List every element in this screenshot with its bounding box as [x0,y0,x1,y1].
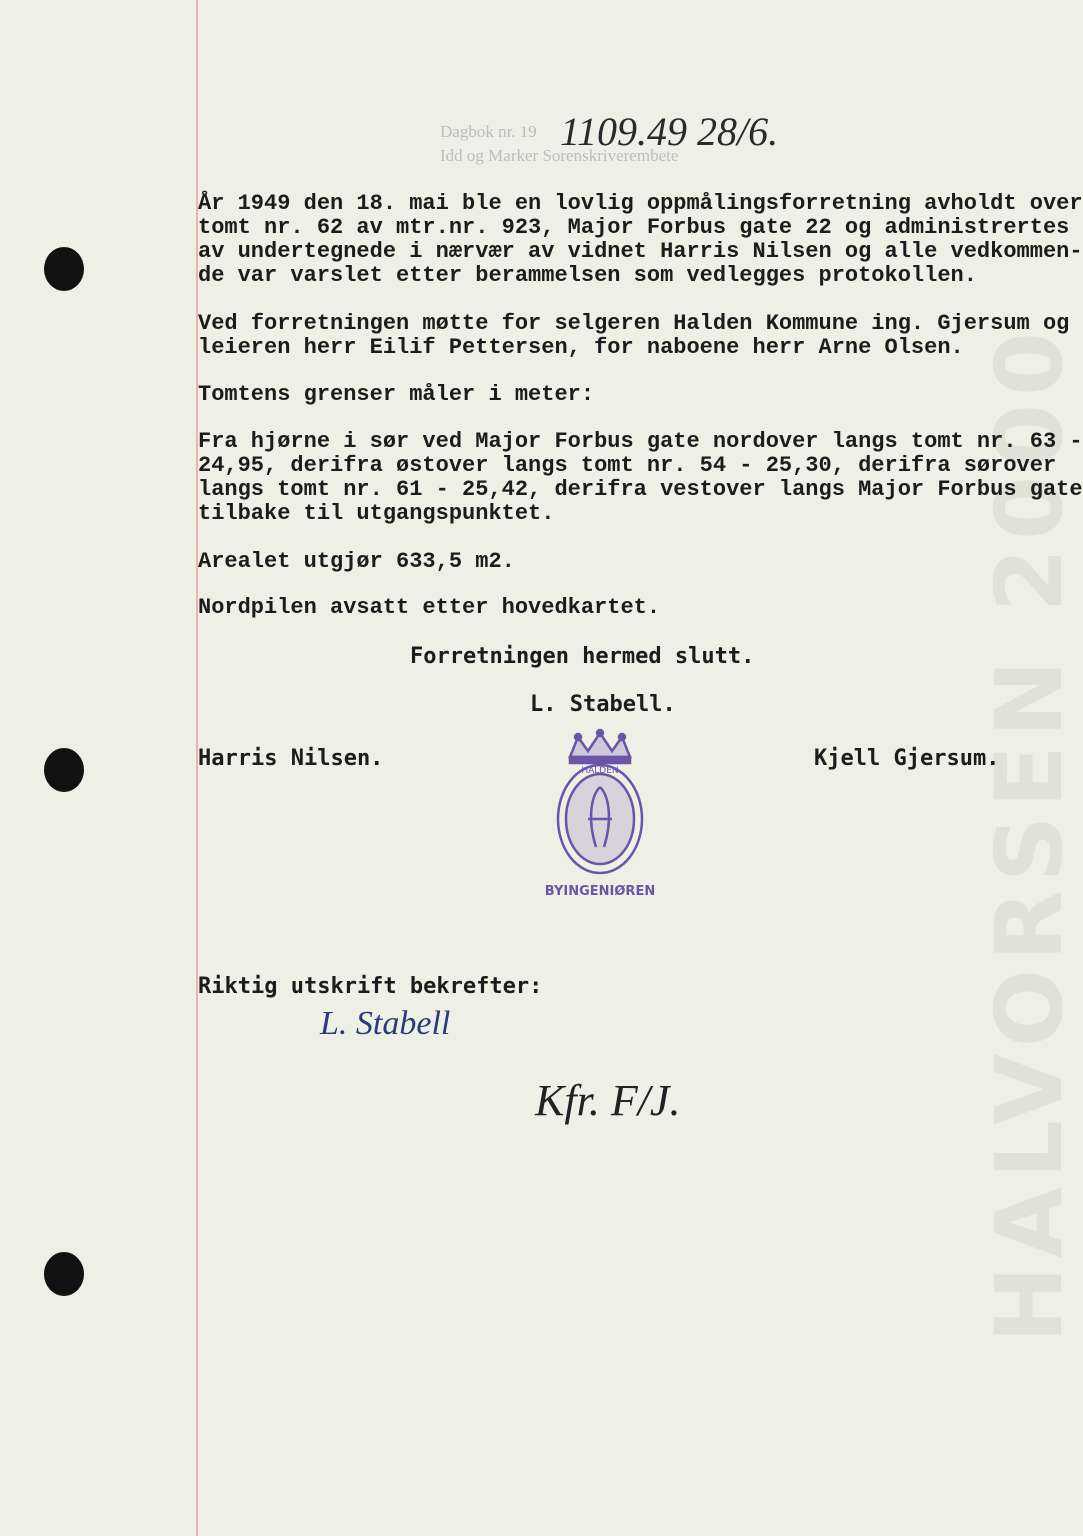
signer-engineer: Kjell Gjersum. [814,746,1000,771]
paragraph-attendees [198,311,1070,360]
punch-hole-top [44,247,84,291]
seal-text-top: HALDEN [581,766,619,776]
text-line: 24,95, derifra østover langs tomt nr. 54 - 25,30, derifra sørover [198,453,1057,478]
paragraph-boundaries-heading [198,383,1058,407]
signer-witness: Harris Nilsen. [198,746,384,771]
certification-label: Riktig utskrift bekrefter: [198,974,543,999]
paragraph-north-arrow [198,596,1058,620]
paragraph-boundaries [198,429,1083,526]
text-line: År 1949 den 18. mai ble en lovlig oppmålingsforretning avholdt over [198,191,1083,216]
municipal-seal [530,727,670,907]
paragraph-survey-intro [198,191,1083,288]
closing-statement: Forretningen hermed slutt. [410,644,755,669]
background-watermark: HALVORSEN 2000 [975,324,1083,1343]
paragraph-area [198,550,1058,574]
text-line: leieren herr Eilif Pettersen, for naboene herr Arne Olsen. [198,335,964,360]
handwritten-signature-initials: Kfr. F/J. [535,1076,681,1125]
signer-main: L. Stabell. [530,692,676,717]
handwritten-signature-stabell: L. Stabell [320,1005,451,1042]
seal-text-bottom: BYINGENIØREN [544,884,656,899]
text-line: Ved forretningen møtte for selgeren Halden Kommune ing. Gjersum og [198,311,1070,336]
text-line: langs tomt nr. 61 - 25,42, derifra vestover langs Major Forbus gate [198,477,1083,502]
text-line: tilbake til utgangspunktet. [198,501,555,526]
punch-hole-middle [44,748,84,792]
punch-hole-bottom [44,1252,84,1296]
registry-stamp-line1: Dagbok nr. 19 [440,122,537,141]
text-line: Tomtens grenser måler i meter: [198,382,595,407]
registry-stamp-line2: Idd og Marker Sorenskriverembete [440,146,679,165]
text-line: av undertegnede i nærvær av vidnet Harris Nilsen og alle vedkommen- [198,239,1083,264]
text-line: Fra hjørne i sør ved Major Forbus gate nordover langs tomt nr. 63 - [198,429,1083,454]
text-line: Nordpilen avsatt etter hovedkartet. [198,595,661,620]
handwritten-reference: 1109.49 28/6. [560,109,779,154]
text-line: tomt nr. 62 av mtr.nr. 923, Major Forbus gate 22 og administrertes [198,215,1070,240]
text-line: Arealet utgjør 633,5 m2. [198,549,515,574]
text-line: de var varslet etter berammelsen som vedlegges protokollen. [198,263,977,288]
